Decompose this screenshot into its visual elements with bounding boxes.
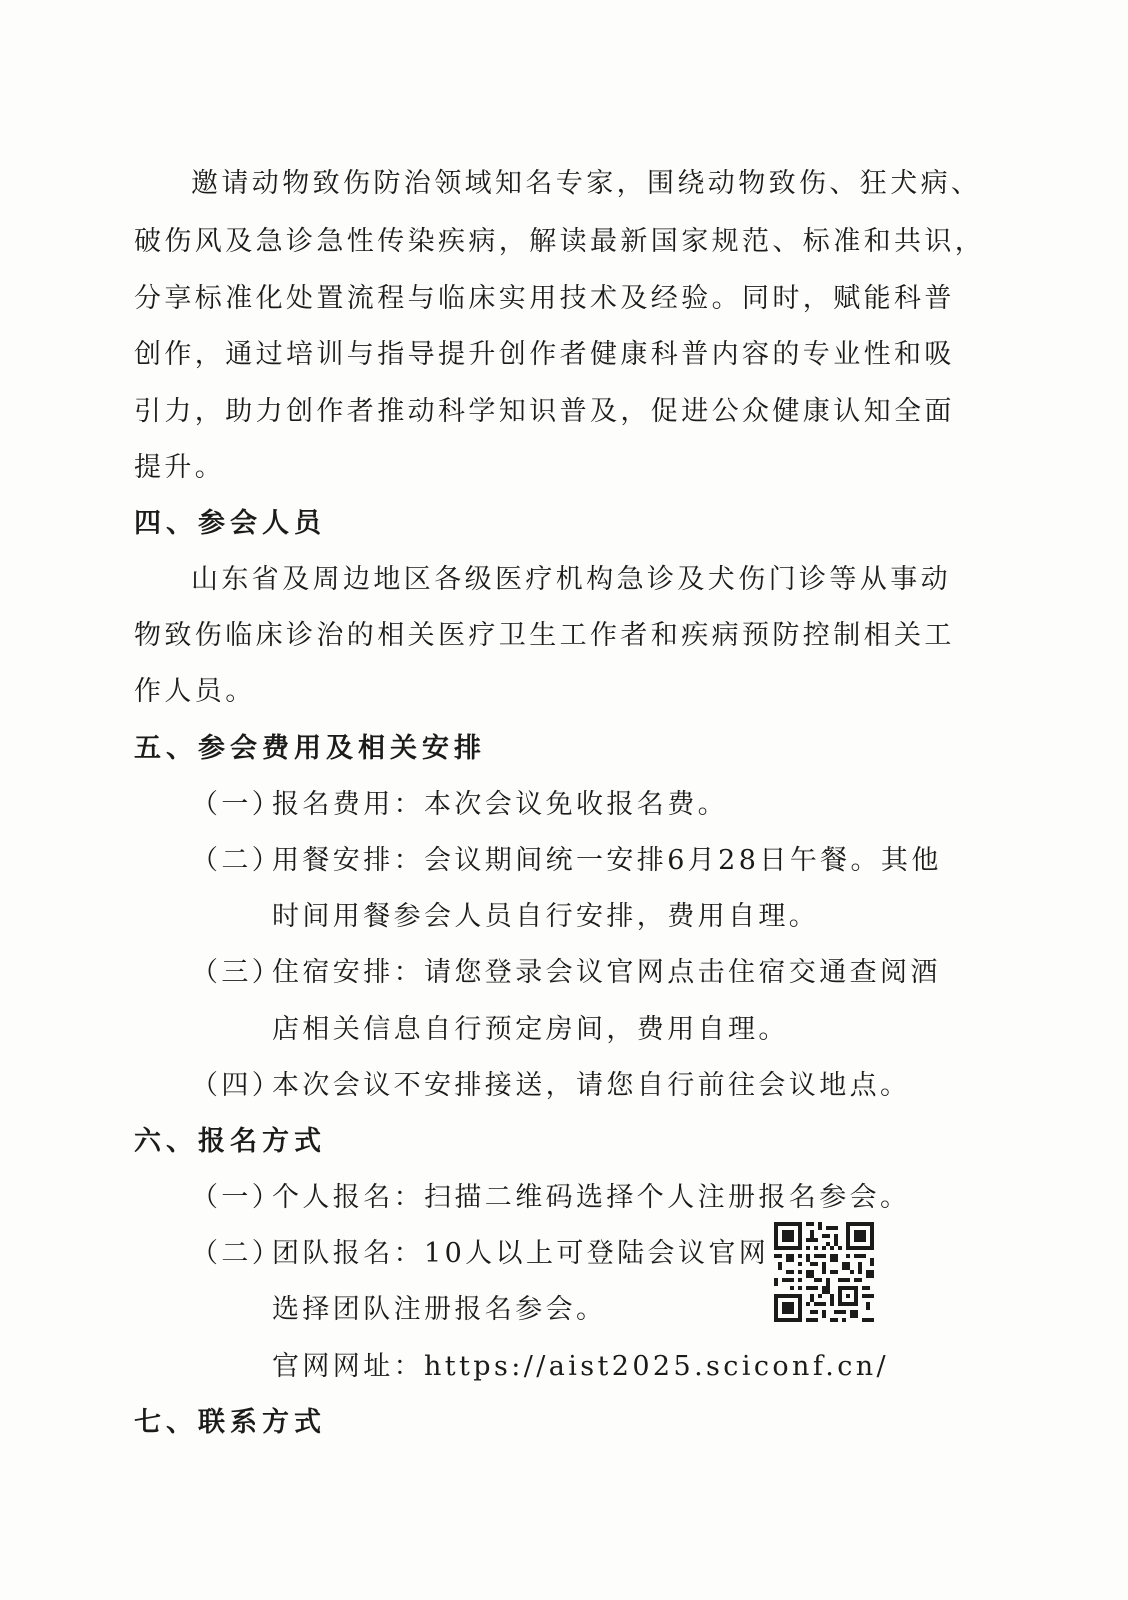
body-text-line: 作人员。 (134, 676, 256, 707)
list-item-text: 住宿安排：请您登录会议官网点击住宿交通查阅酒 (272, 957, 941, 988)
body-text-line: 物致伤临床诊治的相关医疗卫生工作者和疾病预防控制相关工 (134, 620, 955, 651)
qr-code-icon[interactable] (774, 1222, 874, 1322)
body-text-line: 山东省及周边地区各级医疗机构急诊及犬伤门诊等从事动 (191, 564, 951, 595)
website-url-link[interactable]: 官网网址：https://aist2025.sciconf.cn/ (272, 1351, 890, 1382)
section-heading-fees: 五、参会费用及相关安排 (134, 733, 486, 764)
body-text-line: 创作，通过培训与指导提升创作者健康科普内容的专业性和吸 (134, 339, 955, 370)
list-item-text: 店相关信息自行预定房间，费用自理。 (272, 1014, 789, 1045)
list-item-text: 团队报名：10人以上可登陆会议官网 (272, 1238, 770, 1269)
list-item-text: 时间用餐参会人员自行安排，费用自理。 (272, 901, 820, 932)
body-text-line: 邀请动物致伤防治领域知名专家，围绕动物致伤、狂犬病、 (191, 168, 982, 199)
list-item-label: （一） (191, 789, 283, 820)
list-item-label: （二） (191, 1238, 283, 1269)
list-item-text: 选择团队注册报名参会。 (272, 1294, 607, 1325)
section-heading-contact: 七、联系方式 (134, 1407, 326, 1438)
list-item-text: 本次会议不安排接送，请您自行前往会议地点。 (272, 1070, 911, 1101)
section-heading-registration: 六、报名方式 (134, 1126, 326, 1157)
body-text-line: 破伤风及急诊急性传染疾病，解读最新国家规范、标准和共识， (134, 226, 986, 257)
section-heading-attendees: 四、参会人员 (134, 508, 326, 539)
list-item-label: （二） (191, 845, 283, 876)
list-item-text: 个人报名：扫描二维码选择个人注册报名参会。 (272, 1182, 911, 1213)
list-item-label: （一） (191, 1182, 283, 1213)
body-text-line: 提升。 (134, 452, 226, 483)
list-item-text: 报名费用：本次会议免收报名费。 (272, 789, 728, 820)
list-item-label: （四） (191, 1070, 283, 1101)
list-item-text: 用餐安排：会议期间统一安排6月28日午餐。其他 (272, 845, 942, 876)
body-text-line: 分享标准化处置流程与临床实用技术及经验。同时，赋能科普 (134, 283, 955, 314)
list-item-label: （三） (191, 957, 283, 988)
body-text-line: 引力，助力创作者推动科学知识普及，促进公众健康认知全面 (134, 396, 955, 427)
